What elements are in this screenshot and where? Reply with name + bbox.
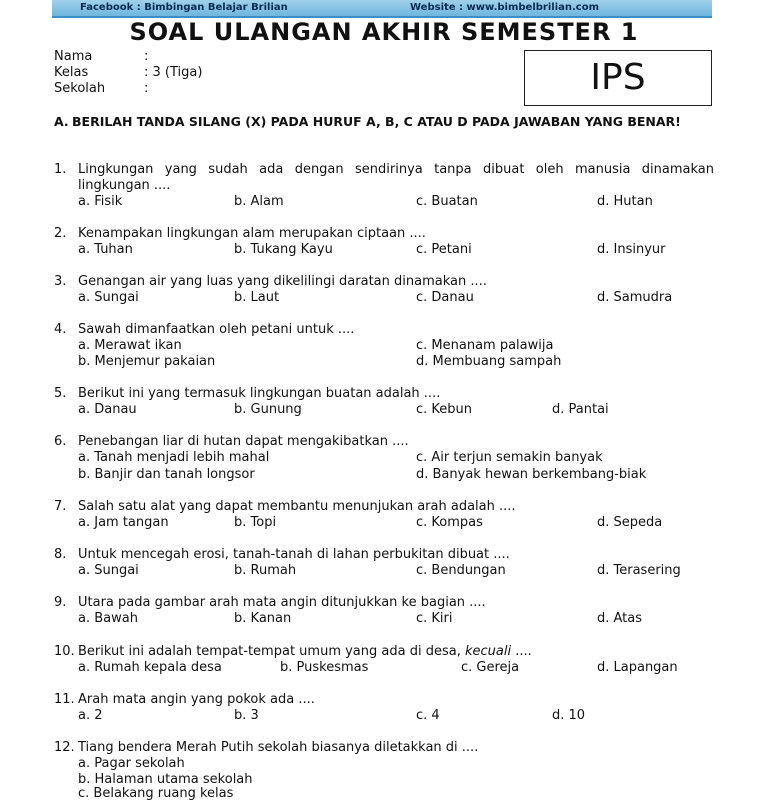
question-text-post: .... [511,644,532,659]
option-a: a. Bawah [78,611,138,626]
question-number: 7. [54,499,67,514]
option-d: d. Lapangan [597,660,678,675]
option-c: c. Gereja [461,660,520,675]
option-c: c. 4 [416,708,440,723]
option-a: a. Pagar sekolah [78,756,185,771]
identity-label: Kelas [54,65,89,80]
option-d: d. Atas [597,611,643,626]
option-c: c. Air terjun semakin banyak [416,450,603,465]
option-b: b. Rumah [234,563,297,578]
option-c: c. Buatan [416,194,478,209]
question-number: 10. [54,644,75,659]
question-text-pre: Berikut ini adalah tempat-tempat umum yang ada di desa, [78,644,465,659]
option-b: b. Laut [234,290,280,305]
subject-box: IPS [524,50,712,106]
option-b: b. Menjemur pakaian [78,354,216,369]
option-c: c. Bendungan [416,563,506,578]
question-text: Arah mata angin yang pokok ada .... [78,692,315,707]
question-number: 12. [54,740,75,755]
question-text: Kenampakan lingkungan alam merupakan ciptaan .... [78,226,426,241]
option-a: a. Fisik [78,194,123,209]
option-a: a. Jam tangan [78,515,169,530]
option-a: a. Rumah kepala desa [78,660,222,675]
option-c: c. Kiri [416,611,453,626]
question-number: 8. [54,547,67,562]
question-text: Genangan air yang luas yang dikelilingi daratan dinamakan .... [78,274,487,289]
option-a: a. Merawat ikan [78,338,182,353]
question-number: 9. [54,595,67,610]
question-text: Tiang bendera Merah Putih sekolah biasanya diletakkan di .... [78,740,479,755]
instruction-label: A. [54,114,69,129]
identity-label: Nama [54,49,93,64]
banner-facebook: Facebook : Bimbingan Belajar Brilian [80,2,288,13]
option-b: b. Kanan [234,611,292,626]
question-text: Sawah dimanfaatkan oleh petani untuk .... [78,322,355,337]
question-number: 11. [54,692,75,707]
identity-value: : 3 (Tiga) [144,65,203,80]
question-number: 6. [54,434,67,449]
option-b: b. 3 [234,708,259,723]
option-c: c. Danau [416,290,474,305]
page-title: SOAL ULANGAN AKHIR SEMESTER 1 [129,18,639,46]
option-d: d. Hutan [597,194,653,209]
identity-row-sekolah [54,81,148,96]
question-text-emphasis: kecuali [464,644,512,659]
identity-value: : [144,49,149,64]
option-a: a. Danau [78,402,137,417]
option-d: d. Membuang sampah [416,354,562,369]
question-text: Berikut ini yang termasuk lingkungan buatan adalah .... [78,386,441,401]
option-c: c. Menanam palawija [416,338,554,353]
question-number: 3. [54,274,67,289]
question-number: 5. [54,386,67,401]
question-text [78,644,714,660]
option-c: c. Kebun [416,402,473,417]
option-b: b. Puskesmas [280,660,369,675]
option-d: d. Pantai [552,402,609,417]
identity-row-nama [54,49,148,64]
option-b: b. Alam [234,194,284,209]
identity-row-kelas [54,65,202,80]
option-c: c. Kompas [416,515,483,530]
option-b: b. Tukang Kayu [234,242,333,257]
instruction-text: BERILAH TANDA SILANG (X) PADA HURUF A, B, C ATAU D PADA JAWABAN YANG BENAR! [72,114,681,129]
option-d: d. Banyak hewan berkembang-biak [416,467,647,482]
option-a: a. Tuhan [78,242,133,257]
question-text: Penebangan liar di hutan dapat mengakibatkan .... [78,434,409,449]
header-banner [52,0,712,18]
option-d: d. Insinyur [597,242,666,257]
option-b: b. Banjir dan tanah longsor [78,467,255,482]
option-b: b. Halaman utama sekolah [78,772,253,787]
option-d: d. 10 [552,708,586,723]
option-a: a. 2 [78,708,103,723]
question-number: 4. [54,322,67,337]
option-a: a. Sungai [78,563,139,578]
question-text: Salah satu alat yang dapat membantu menunjukan arah adalah .... [78,499,516,514]
question-number: 1. [54,162,67,177]
option-a: a. Sungai [78,290,139,305]
option-b: b. Topi [234,515,277,530]
option-d: d. Terasering [597,563,681,578]
option-c: c. Belakang ruang kelas [78,786,234,801]
option-d: d. Samudra [597,290,673,305]
identity-value: : [144,81,149,96]
question-text: Lingkungan yang sudah ada dengan sendirinya tanpa dibuat oleh manusia dinamakan lingkungan .... [78,162,714,193]
banner-website: Website : www.bimbelbrilian.com [410,2,600,13]
question-text: Untuk mencegah erosi, tanah-tanah di lahan perbukitan dibuat .... [78,547,510,562]
option-a: a. Tanah menjadi lebih mahal [78,450,270,465]
option-d: d. Sepeda [597,515,663,530]
option-b: b. Gunung [234,402,302,417]
identity-label: Sekolah [54,81,106,96]
option-c: c. Petani [416,242,472,257]
question-text: Utara pada gambar arah mata angin ditunjukkan ke bagian .... [78,595,486,610]
question-number: 2. [54,226,67,241]
